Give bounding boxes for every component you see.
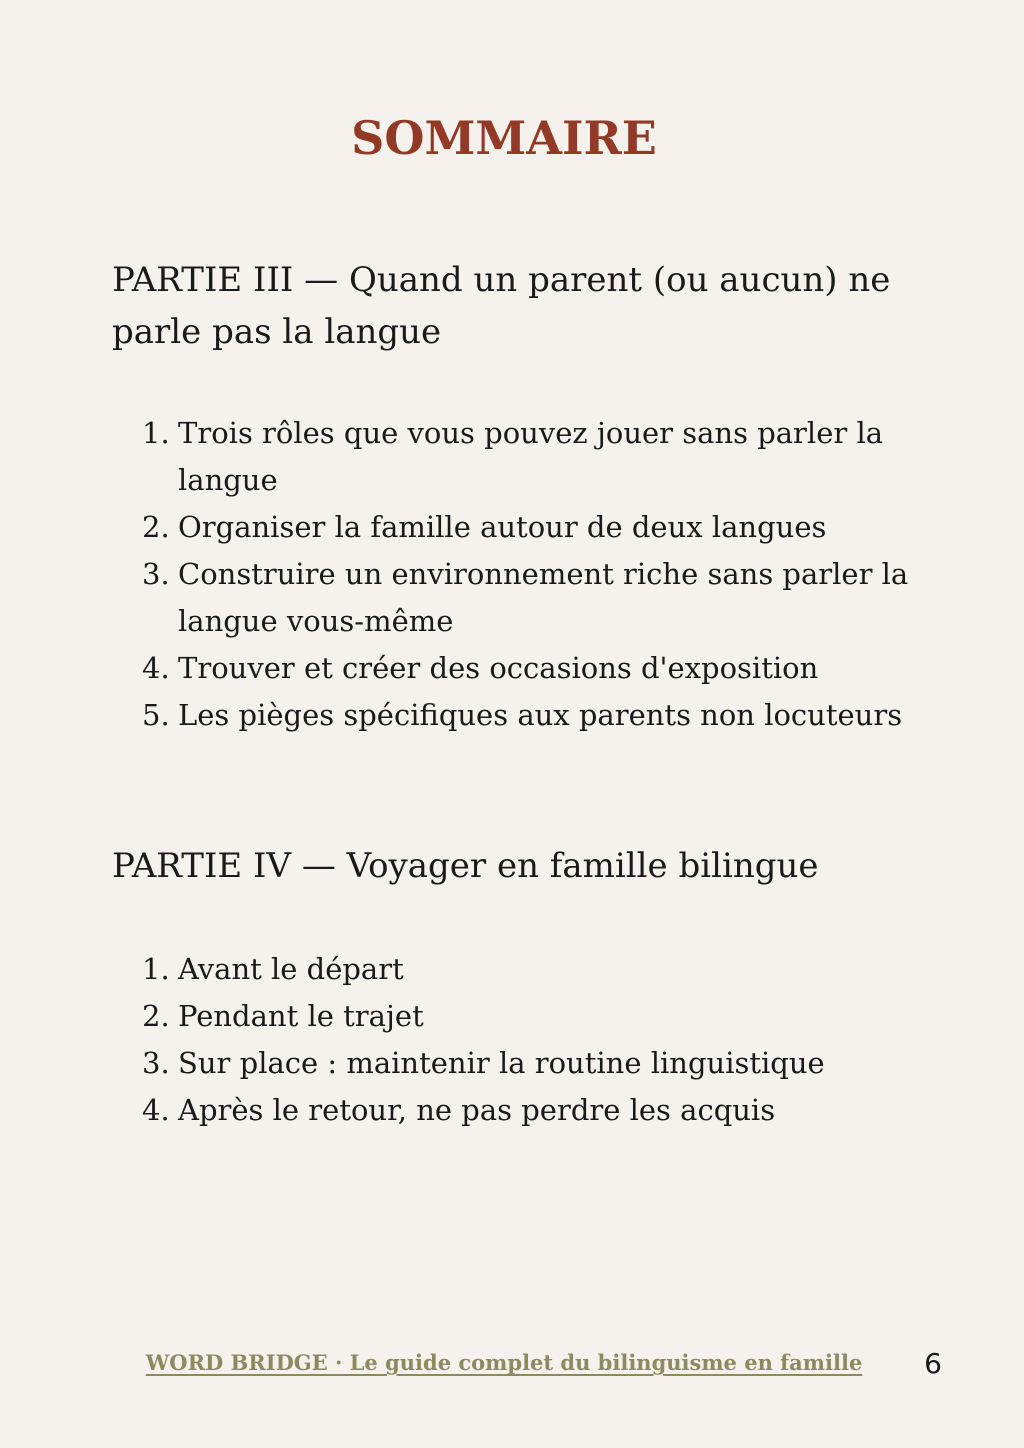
chapter-number: 1. <box>142 416 170 450</box>
chapter-label: Sur place : maintenir la routine linguistique <box>178 1046 825 1080</box>
chapter-number: 2. <box>142 510 170 544</box>
chapter-list <box>142 410 932 739</box>
chapter-label: Avant le départ <box>178 952 404 986</box>
chapter-list <box>142 946 932 1134</box>
chapter-item[interactable] <box>142 1040 932 1087</box>
chapter-label: Trouver et créer des occasions d'exposition <box>178 651 819 685</box>
chapter-label: Les pièges spécifiques aux parents non locuteurs <box>178 698 903 732</box>
chapter-item[interactable] <box>142 1087 932 1134</box>
chapter-label: Organiser la famille autour de deux langues <box>178 510 827 544</box>
chapter-number: 1. <box>142 952 170 986</box>
chapter-number: 5. <box>142 698 170 732</box>
chapter-label: Trois rôles que vous pouvez jouer sans parler la langue <box>178 416 884 497</box>
chapter-item[interactable] <box>142 504 932 551</box>
chapter-label: Après le retour, ne pas perdre les acquis <box>178 1093 776 1127</box>
page-number: 6 <box>924 1347 942 1380</box>
chapter-item[interactable] <box>142 645 932 692</box>
chapter-number: 4. <box>142 651 170 685</box>
part-heading: PARTIE IV — Voyager en famille bilingue <box>112 846 819 886</box>
chapter-item[interactable] <box>142 993 932 1040</box>
footer-running-title[interactable]: WORD BRIDGE · Le guide complet du bilinguisme en famille <box>145 1350 863 1375</box>
chapter-item[interactable] <box>142 551 932 645</box>
chapter-number: 4. <box>142 1093 170 1127</box>
chapter-number: 3. <box>142 1046 170 1080</box>
part-4 <box>112 840 932 1140</box>
part-heading: PARTIE III — Quand un parent (ou aucun) ne parle pas la langue <box>112 260 891 352</box>
chapter-item[interactable] <box>142 946 932 993</box>
chapter-label: Pendant le trajet <box>178 999 424 1033</box>
chapter-label: Construire un environnement riche sans parler la langue vous-même <box>178 557 909 638</box>
chapter-number: 3. <box>142 557 170 591</box>
chapter-number: 2. <box>142 999 170 1033</box>
chapter-item[interactable] <box>142 692 932 739</box>
part-3 <box>112 254 932 734</box>
page-title: SOMMAIRE <box>351 111 657 165</box>
chapter-item[interactable] <box>142 410 932 504</box>
